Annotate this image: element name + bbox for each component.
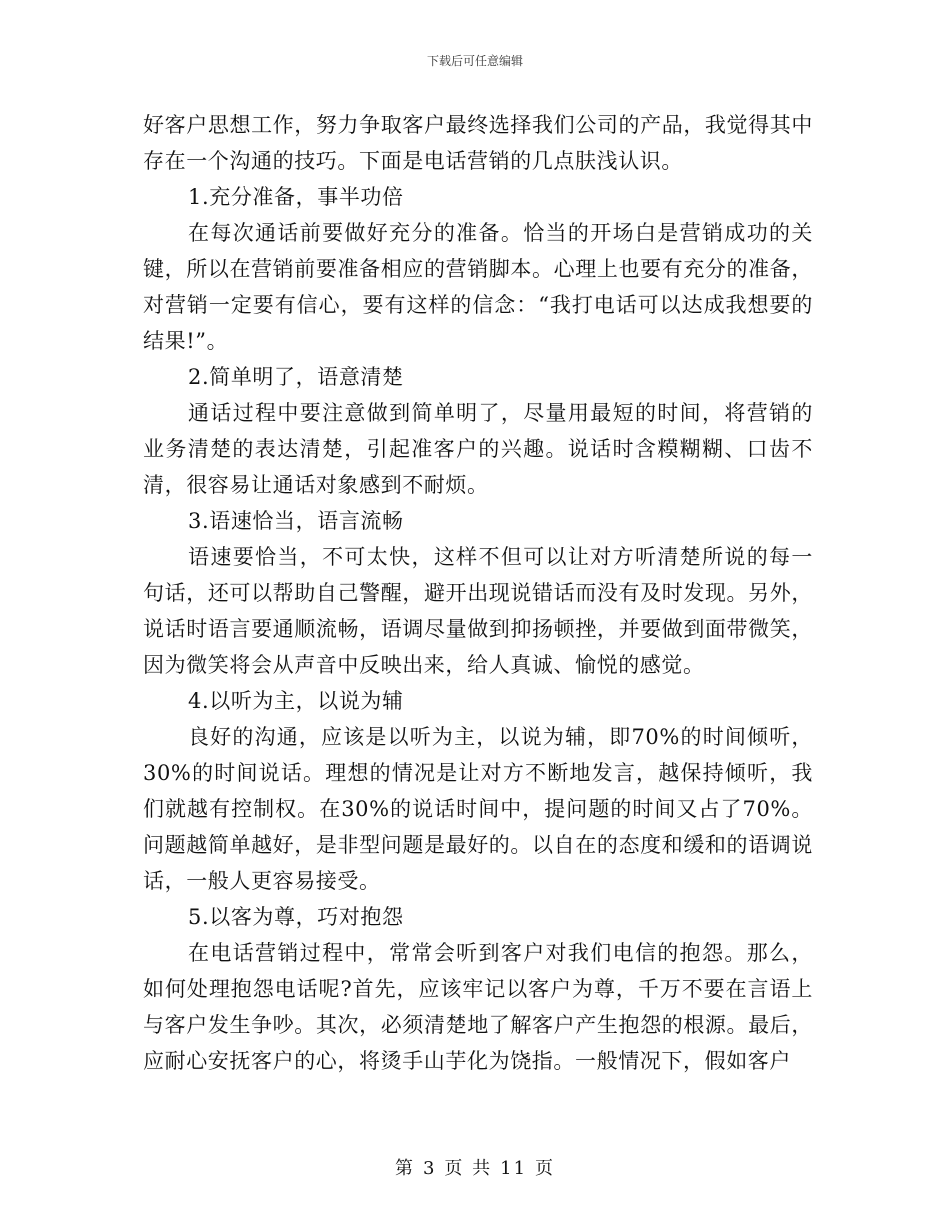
paragraph: 通话过程中要注意做到简单明了，尽量用最短的时间，将营销的业务清楚的表达清楚，引起准客户的兴趣。说话时含糢糊糊、口齿不清，很容易让通话对象感到不耐烦。 bbox=[143, 401, 813, 497]
paragraph: 好客户思想工作，努力争取客户最终选择我们公司的产品，我觉得其中存在一个沟通的技巧。下面是电话营销的几点肤浅认识。 bbox=[143, 113, 813, 173]
page-total: 11 bbox=[500, 1158, 528, 1179]
paragraph: 在电话营销过程中，常常会听到客户对我们电信的抱怨。那么，如何处理抱怨电话呢?首先，应该牢记以客户为尊，千万不要在言语上与客户发生争吵。其次，必须清楚地了解客户产生抱怨的根源。最后，应耐心安抚客户的心，将烫手山芋化为饶指。一般情况下，假如客户 bbox=[143, 941, 813, 1073]
document-body bbox=[143, 107, 813, 1079]
page-footer bbox=[0, 1154, 950, 1180]
paragraph: 语速要恰当，不可太快，这样不但可以让对方听清楚所说的每一句话，还可以帮助自己警醒，避开出现说错话而没有及时发现。另外，说话时语言要通顺流畅，语调尽量做到抑扬顿挫，并要做到面带微笑，因为微笑将会从声音中反映出来，给人真诚、愉悦的感觉。 bbox=[143, 545, 813, 677]
paragraph: 在每次通话前要做好充分的准备。恰当的开场白是营销成功的关键，所以在营销前要准备相应的营销脚本。心理上也要有充分的准备，对营销一定要有信心，要有这样的信念：“我打电话可以达成我想要的结果!”。 bbox=[143, 221, 813, 353]
section-heading: 2.简单明了，语意清楚 bbox=[188, 365, 404, 389]
footer-prefix: 第 bbox=[394, 1158, 415, 1179]
section-heading: 1.充分准备，事半功倍 bbox=[188, 185, 404, 209]
footer-suffix: 页 bbox=[535, 1158, 556, 1179]
page-number: 3 bbox=[422, 1158, 437, 1179]
paragraph: 良好的沟通，应该是以听为主，以说为辅，即70%的时间倾听，30%的时间说话。理想的情况是让对方不断地发言，越保持倾听，我们就越有控制权。在30%的说话时间中，提问题的时间又占了70%。问题越简单越好，是非型问题是最好的。以自在的态度和缓和的语调说话，一般人更容易接受。 bbox=[143, 725, 813, 893]
footer-middle: 页 共 bbox=[444, 1158, 493, 1179]
section-heading: 4.以听为主，以说为辅 bbox=[188, 689, 404, 713]
section-heading: 3.语速恰当，语言流畅 bbox=[188, 509, 404, 533]
page-header: 下载后可任意编辑 bbox=[426, 54, 523, 68]
section-heading: 5.以客为尊，巧对抱怨 bbox=[188, 905, 404, 929]
